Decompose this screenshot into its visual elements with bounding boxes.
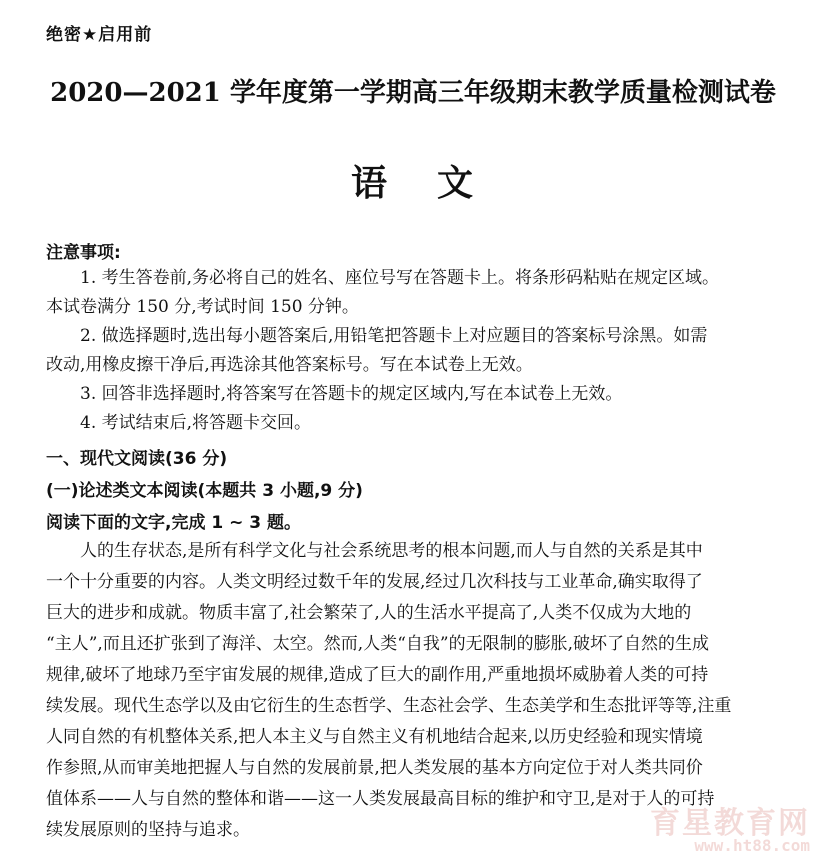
passage-line: 值体系——人与自然的整体和谐——这一人类发展最高目标的维护和守卫,是对于人的可持 — [46, 789, 715, 809]
notes-line: 3. 回答非选择题时,将答案写在答题卡的规定区域内,写在本试卷上无效。 — [80, 384, 623, 404]
passage-line: 续发展原则的坚持与追求。 — [46, 820, 250, 840]
passage-line: 作参照,从而审美地把握人与自然的发展前景,把人类发展的基本方向定位于对人类共同价 — [46, 758, 703, 778]
notes-heading: 注意事项: — [46, 243, 121, 263]
notes-line: 1. 考生答卷前,务必将自己的姓名、座位号写在答题卡上。将条形码粘贴在规定区域。 — [80, 268, 720, 288]
passage-line: “主人”,而且还扩张到了海洋、太空。然而,人类“自我”的无限制的膨胀,破坏了自然的生成 — [46, 634, 709, 654]
passage-line: 规律,破坏了地球乃至宇宙发展的规律,造成了巨大的副作用,严重地损坏威胁着人类的可持 — [46, 665, 709, 685]
passage-line: 人的生存状态,是所有科学文化与社会系统思考的根本问题,而人与自然的关系是其中 — [80, 541, 703, 561]
notes-line: 改动,用橡皮擦干净后,再选涂其他答案标号。写在本试卷上无效。 — [46, 355, 533, 375]
passage-line: 续发展。现代生态学以及由它衍生的生态哲学、生态社会学、生态美学和生态批评等等,注重 — [46, 696, 732, 716]
notes-line: 本试卷满分 150 分,考试时间 150 分钟。 — [46, 297, 359, 317]
passage-line: 人同自然的有机整体关系,把人本主义与自然主义有机地结合起来,以历史经验和现实情境 — [46, 727, 703, 747]
watermark-text: 育星教育网 — [650, 806, 810, 841]
passage-line: 一个十分重要的内容。人类文明经过数千年的发展,经过几次科技与工业革命,确实取得了 — [46, 572, 703, 592]
secret-label: 绝密★启用前 — [46, 25, 153, 45]
part-title: 一、现代文阅读(36 分) — [46, 449, 228, 469]
notes-line: 4. 考试结束后,将答题卡交回。 — [80, 413, 312, 433]
notes-line: 2. 做选择题时,选出每小题答案后,用铅笔把答题卡上对应题目的答案标号涂黑。如需 — [80, 326, 708, 346]
exam-title: 2020—2021 学年度第一学期高三年级期末教学质量检测试卷 — [50, 78, 776, 108]
passage-line: 巨大的进步和成就。物质丰富了,社会繁荣了,人的生活水平提高了,人类不仅成为大地的 — [46, 603, 692, 623]
sub-title: (一)论述类文本阅读(本题共 3 小题,9 分) — [46, 481, 363, 501]
subject-title: 语文 — [350, 162, 523, 204]
watermark-url: www.ht88.com — [694, 836, 810, 855]
reading-instruction: 阅读下面的文字,完成 1 ~ 3 题。 — [46, 513, 302, 533]
